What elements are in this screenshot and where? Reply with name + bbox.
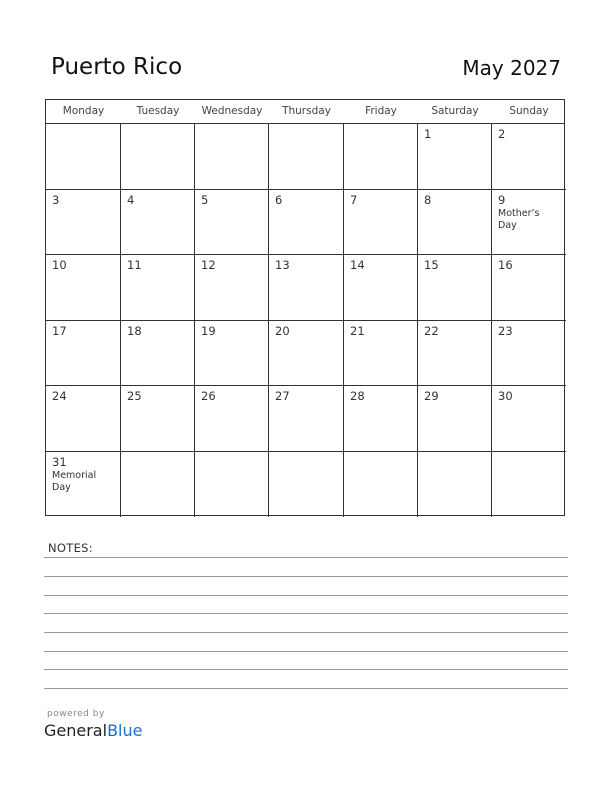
day-number: 2 <box>498 127 506 141</box>
day-cell[interactable] <box>269 255 344 321</box>
day-cell[interactable] <box>46 190 121 256</box>
note-line <box>44 688 568 689</box>
brand-name-part1: General <box>44 721 108 740</box>
day-cell[interactable] <box>121 386 195 452</box>
day-number: 5 <box>201 192 209 207</box>
notes-label: NOTES: <box>48 541 93 555</box>
day-cell[interactable] <box>492 255 566 321</box>
day-cell[interactable] <box>46 452 121 518</box>
day-cell[interactable] <box>269 452 344 518</box>
day-cell[interactable] <box>418 321 492 387</box>
day-cell[interactable] <box>344 255 418 321</box>
note-line <box>44 632 568 633</box>
day-number: 16 <box>498 258 513 272</box>
weekday-header: Thursday <box>282 105 331 117</box>
day-number: 4 <box>127 192 135 207</box>
day-cell[interactable] <box>195 386 269 452</box>
day-cell[interactable] <box>46 255 121 321</box>
weekday-header: Sunday <box>509 105 549 117</box>
holiday-label: Mother’s Day <box>498 207 540 231</box>
day-number: 30 <box>498 389 513 403</box>
day-number: 28 <box>350 389 365 403</box>
note-line <box>44 613 568 614</box>
day-number: 6 <box>275 192 283 207</box>
day-number: 8 <box>424 192 432 207</box>
day-number: 23 <box>498 323 513 338</box>
day-number: 24 <box>52 389 67 403</box>
day-number: 3 <box>52 192 60 207</box>
day-number: 9 <box>498 192 506 207</box>
calendar-grid <box>45 99 565 516</box>
day-cell[interactable] <box>195 190 269 256</box>
day-cell[interactable] <box>195 321 269 387</box>
day-cell[interactable] <box>418 190 492 256</box>
day-number: 25 <box>127 389 142 403</box>
day-cell[interactable] <box>418 124 492 190</box>
day-cell[interactable] <box>269 190 344 256</box>
day-cell[interactable] <box>46 321 121 387</box>
day-cell[interactable] <box>121 321 195 387</box>
note-line <box>44 669 568 670</box>
day-cell[interactable] <box>269 386 344 452</box>
month-title: May 2027 <box>462 56 561 80</box>
day-cell[interactable] <box>195 255 269 321</box>
day-cell[interactable] <box>418 255 492 321</box>
weekday-header: Wednesday <box>201 105 263 117</box>
page-title: Puerto Rico <box>51 54 183 80</box>
day-cell[interactable] <box>121 190 195 256</box>
day-number: 15 <box>424 258 439 272</box>
day-cell[interactable] <box>344 321 418 387</box>
day-number: 14 <box>350 258 365 272</box>
day-number: 31 <box>52 454 67 469</box>
note-line <box>44 651 568 652</box>
weekday-header-row <box>46 100 564 124</box>
day-cell[interactable] <box>344 386 418 452</box>
note-line <box>44 576 568 577</box>
day-number: 1 <box>424 127 432 141</box>
weekday-header: Friday <box>365 105 397 117</box>
day-cell[interactable] <box>418 386 492 452</box>
day-number: 12 <box>201 258 216 272</box>
day-number: 19 <box>201 323 216 338</box>
day-cell[interactable] <box>344 452 418 518</box>
day-cell[interactable] <box>344 124 418 190</box>
brand-logo[interactable] <box>44 721 142 740</box>
day-cell[interactable] <box>418 452 492 518</box>
day-cell[interactable] <box>492 452 566 518</box>
day-number: 21 <box>350 323 365 338</box>
holiday-label: Memorial Day <box>52 469 97 493</box>
day-number: 13 <box>275 258 290 272</box>
weekday-header: Monday <box>62 105 105 117</box>
day-number: 17 <box>52 323 67 338</box>
day-cell[interactable] <box>269 124 344 190</box>
day-cell[interactable] <box>492 321 566 387</box>
day-number: 26 <box>201 389 216 403</box>
day-cell[interactable] <box>492 124 566 190</box>
day-number: 7 <box>350 192 358 207</box>
weekday-header: Tuesday <box>136 105 180 117</box>
weekday-header: Saturday <box>431 105 479 117</box>
day-cell[interactable] <box>121 124 195 190</box>
day-cell[interactable] <box>492 190 566 256</box>
day-cell[interactable] <box>492 386 566 452</box>
day-cell[interactable] <box>121 452 195 518</box>
day-cell[interactable] <box>269 321 344 387</box>
day-number: 20 <box>275 323 290 338</box>
day-cell[interactable] <box>121 255 195 321</box>
powered-by-text: powered by <box>47 709 105 719</box>
day-cell[interactable] <box>344 190 418 256</box>
day-cell[interactable] <box>195 124 269 190</box>
note-line <box>44 557 568 558</box>
note-line <box>44 595 568 596</box>
day-cell[interactable] <box>46 124 121 190</box>
brand-name-part2: Blue <box>107 721 143 740</box>
day-number: 22 <box>424 323 439 338</box>
day-number: 10 <box>52 258 67 272</box>
day-number: 27 <box>275 389 290 403</box>
day-cell[interactable] <box>195 452 269 518</box>
day-number: 18 <box>127 323 142 338</box>
day-cell[interactable] <box>46 386 121 452</box>
day-number: 11 <box>127 258 142 272</box>
day-number: 29 <box>424 389 439 403</box>
